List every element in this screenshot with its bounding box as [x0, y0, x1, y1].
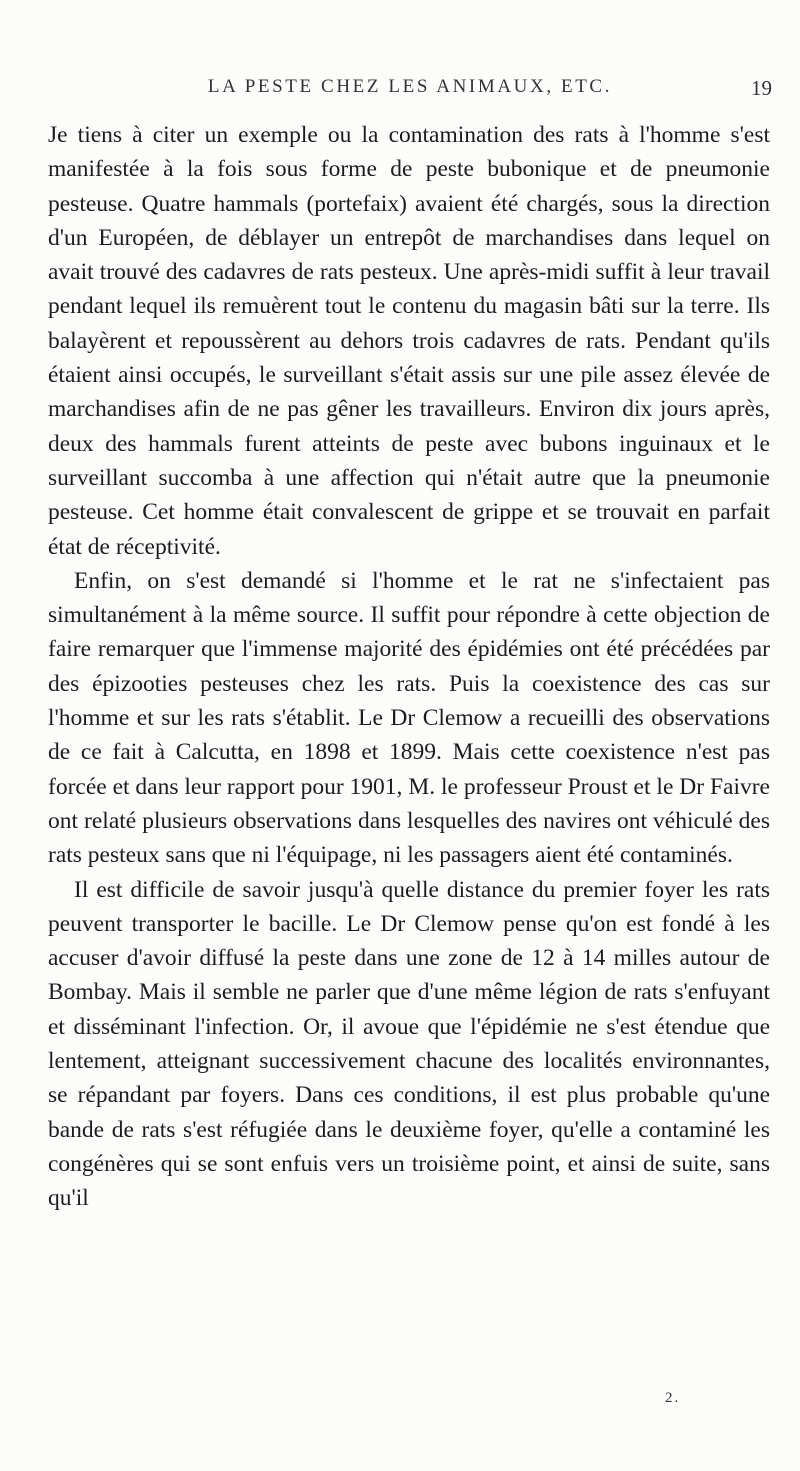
paragraph-3: Il est difficile de savoir jusqu'à quelle distance du premier foyer les rats peuvent transporter le bacille. Le Dr Clemow pense qu'on est fondé à les accuser d'avoir diffusé la peste dans une zone de 12 à 14 milles autour de Bombay. Mais il semble ne parler que d'une même légion de rats s'enfuyant et disséminant l'infection. Or, il avoue que l'épidémie ne s'est étendue que lentement, atteignant successivement chacune des localités environnantes, se répandant par foyers. Dans ces conditions, il est plus probable qu'une bande de rats s'est réfugiée dans le deuxième foyer, qu'elle a contaminé les congénères qui se sont enfuis vers un troisième point, et ainsi de suite, sans qu'il [48, 876, 770, 1212]
paragraph-1: Je tiens à citer un exemple ou la contamination des rats à l'homme s'est manifestée à la fois sous forme de peste bubonique et de pneumonie pesteuse. Quatre hammals (portefaix) avaient été chargés, sous la direction d'un Européen, de déblayer un entrepôt de marchandises dans lequel on avait trouvé des cadavres de rats pesteux. Une après-midi suffit à leur travail pendant lequel ils remuèrent tout le contenu du magasin bâti sur la terre. Ils balayèrent et repoussèrent au dehors trois cadavres de rats. Pendant qu'ils étaient ainsi occupés, le surveillant s'était assis sur une pile assez élevée de marchandises afin de ne pas gêner les travailleurs. Environ dix jours après, deux des hammals furent atteints de peste avec bubons inguinaux et le surveillant succomba à une affection qui n'était autre que la pneumonie pesteuse. Cet homme était convalescent de grippe et se trouvait en parfait état de réceptivité. [48, 122, 770, 560]
running-head [48, 76, 772, 106]
body-text [48, 118, 770, 1216]
page-number: 19 [751, 76, 772, 100]
paragraph-2: Enfin, on s'est demandé si l'homme et le rat ne s'infectaient pas simultanément à la même source. Il suffit pour répondre à cette objection de faire remarquer que l'immense majorité des épidémies ont été précédées par des épizooties pesteuses chez les rats. Puis la coexistence des cas sur l'homme et sur les rats s'établit. Le Dr Clemow a recueilli des observations de ce fait à Calcutta, en 1898 et 1899. Mais cette coexistence n'est pas forcée et dans leur rapport pour 1901, M. le professeur Proust et le Dr Faivre ont relaté plusieurs observations dans lesquelles des navires ont véhiculé des rats pesteux sans que ni l'équipage, ni les passagers aient été contaminés. [48, 567, 770, 869]
signature-mark: 2. [665, 1390, 681, 1406]
running-title: LA PESTE CHEZ LES ANIMAUX, ETC. [207, 76, 613, 97]
